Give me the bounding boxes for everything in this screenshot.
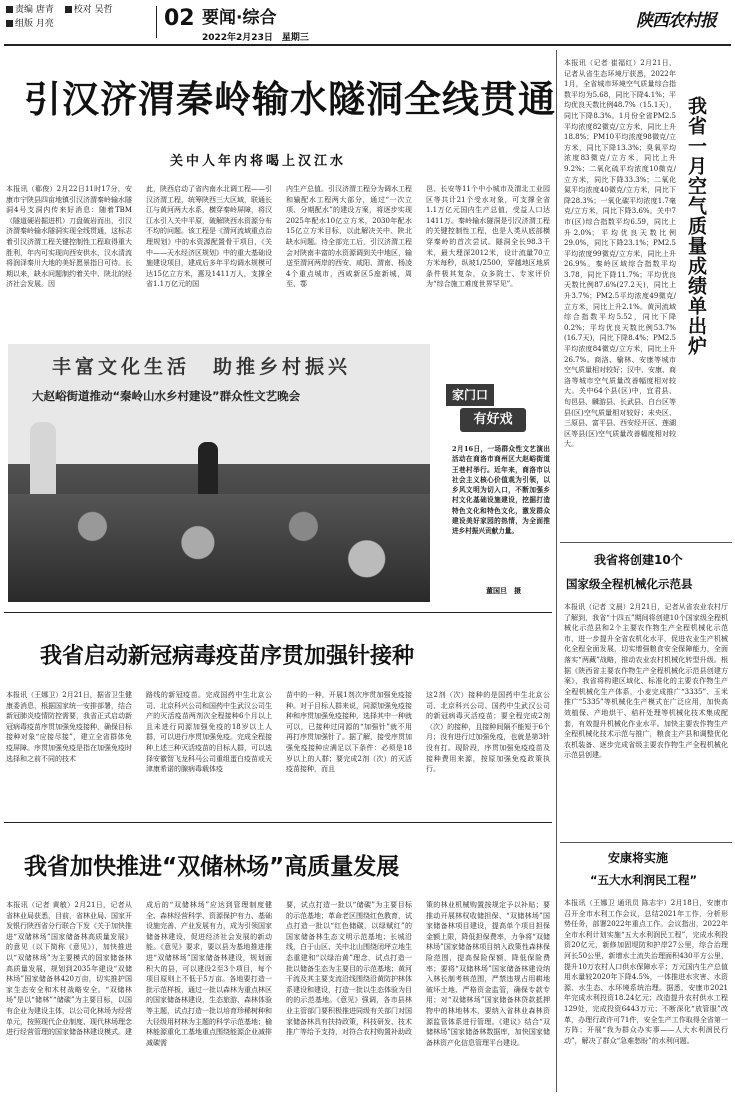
page-number: 02 [164, 6, 195, 31]
article-3-headline: 我省加快推进“双储林场”高质量发展 [24, 854, 400, 880]
photo-credit: 董国旦 摄 [486, 586, 521, 595]
sidebar-divider [556, 50, 557, 1092]
article-3-col-3: 要，试点打造一批以“储碳”为主要目标的示范基地；革命老区围绕红色教育，试点打造一批以“红色储碳，以绿赋红”的国家储备林生态文明示范基地；长城沿线，白于山区、关中北山围绕闭坪立地生态重建和“以绿治黄”理念，试点打造一批以储备生态为主要目的示范基地；黄河干流及其主要支流沿线围绕沿黄防护林体系建设和建设，打造一批以生态体验为目的的示范基地。《意见》强调，各市县林业主管部门要积极推进同级有关部门对国家储备林具有扶持政策，科技研发、技术推广等给予支持，对符合农村购置补助政 [286, 901, 412, 1037]
divider-1 [4, 612, 552, 613]
credit-proofreader: 校对 吴哲 [73, 5, 113, 15]
side-2-body: 本报讯（记者 文晨）2月21日，记者从省农业农村厅了解到，我省“十四五”期间将创建10个国家级全程机械化示范县和2个主要农作物生产全程机械化示范市，进一步提升全省农机化水平，促进农业生产机械化全程全面发展，切实增强粮食安全保障能力，全面落实“两藏”战略，推动农业农村机械化转型升级。根据《陕西省主要农作物生产全程机械化示范县创建方案》，我省将构建区域化、标准化的主要农作物生产全程机械化生产体系，小麦完成推广“3335”、玉米推广“5335”等机械化生产模式在广泛应用，加快高效植保、产地烘干、秸秆处理等机械化技术集成配套，有效提升机械化作业水平。加快主要农作物生产全程机械化技术示范与推广，粮食主产县和调整优化农机装备、逐步完成省级主要农作物生产全程机械化示范县创建。 [564, 603, 728, 760]
banner-line-2: 大赵峪街道推动“秦岭山水乡村建设”群众性文艺晚会 [32, 389, 301, 403]
audience-crowd [8, 494, 430, 602]
tag-bottom: 有好戏 [460, 408, 526, 432]
article-1-col-2: 此，陕西启动了省内南水北调工程——引汉济渭工程，统筹陕西三大区域，联通长江与黄河两大水系，横穿秦岭屏障，将汉江水引入关中平原，破解陕西水资源分布不均的问题。该工程是《渭河流域重点治理规划》中的水资源配置骨干项目，《关中——天水经济区规划》中的重大基础设施建设项目，建成后多年平均调水规模可达15亿立方米，惠及1411万人，支撑全省1.1万亿元的国 [146, 185, 272, 289]
article-2-col-1: 本报讯（王娜卫）2月21日，据省卫生健康委消息，根据国家统一安排部署，结合新冠肺炎疫情防控需要，我省正式启动新冠病毒疫苗序贯加强免疫接种，确保目标接种对象“应接尽接”，建立全省群体免疫屏障。序贯加强免疫是指在加强免疫时选择和之前不同的技术 [6, 691, 132, 763]
article-1-col-3: 内生产总值。引汉济渭工程分为调水工程和输配水工程两大部分，通过“一次立项、分期配水”的建设方案，将逐步实现2025年配水10亿立方米，2030年配水15亿立方米目标，以此解决关中、陕北缺水问题。待全部完工后，引汉济渭工程会对陕南丰富的水资源调到关中地区，输送至渭河两岸的西安、咸阳、渭南、杨凌4个重点城市，西咸新区5座新城，周至、鄠 [286, 185, 412, 289]
credit-row-2 [6, 18, 156, 30]
article-2-headline: 我省启动新冠病毒疫苗序贯加强针接种 [40, 644, 415, 669]
article-1-col-4: 邑、长安等11个中小城市及渭北工业园区等共计21个受水对象，可支撑全省1.1万亿元国内生产总值，受益人口达1411万。秦岭输水隧洞是引汉济渭工程的关键控制性工程，也是人类从底部横穿秦岭的首次尝试。隧洞全长98.3千米，最大埋深2012米，设计流量70立方米每秒，纵坡1/2500，穿越地区地质条件极其复杂，众多院士、专家评价为“综合施工难度世界罕见”。 [426, 185, 550, 289]
masthead-logo: 陕西农村报 [636, 11, 716, 31]
section-title: 要闻·综合 [202, 8, 277, 28]
article-3-col-1: 本报讯（记者 黄敏）2月21日，记者从省林业局获悉，目前，省林业局、国家开发银行陕西省分行联合下发《关于加快推进“双储林场”国家储备林高质量发展》的意见（以下简称《意见》），加快推进以“双储林场”为主要模式的国家储备林高质量发展，规划到2035年建设“双储林场”国家储备林420万亩，切实推护国家生态安全和木材战略安全。“双储林场”是以“储林”“储碳”为主要目标，以国有企业为建设主体，以公司化林场为经营单元，按照现代企业制度、现代林场理念进行经营管理的国家储备林建设模式。建 [6, 901, 132, 1037]
performance-photo [8, 344, 430, 602]
tag-top: 家门口 [446, 384, 494, 406]
side-2-headline-line-1: 我省将创建10个 [594, 553, 683, 567]
bullet-square-icon [6, 20, 13, 27]
credit-editor: 责编 唐青 [15, 5, 54, 15]
article-2-col-2: 路线的新冠疫苗。完成国药中生北京公司、北京科兴公司和国药中生武汉公司生产的灭活疫苗两剂次全程接种6个月以上且未进行同源加强免疫的18岁以上人群，可以进行序贯加强免疫。完成全程接种上述三种灭活疫苗的目标人群，可以选择安徽智飞龙科马公司重组蛋白疫苗或天津康希诺的腺病毒载体疫 [146, 691, 272, 774]
article-2-col-4: 这2剂（次）接种的是国药中生北京公司、北京科兴公司、国药中生武汉公司的新冠病毒灭活疫苗；要全程完成2剂（次）的接种，且接种间隔不能短于6个月；没有进行过加强免疫，也就是第3针没有打。现阶段，序贯加强免疫疫苗及接种费用来源，按原加强免疫政策执行。 [426, 691, 550, 774]
side-3-headline-line-1: 安康将实施 [608, 851, 669, 865]
editor-credits [6, 4, 156, 30]
bullet-square-icon [65, 6, 72, 13]
credit-row-1 [6, 4, 156, 16]
header-divider-left [156, 6, 157, 38]
article-3-col-2: 成后的“双储林场”应达到管理制度健全、森林经营科学、资源保护有力、基础设施完善、产业发展有力，成为引领国家储备林建设，促进经济社会发展的新动能。《意见》要求，要以县为基地推进推进“双储林场”国家储备林建设，规划面积大的县，可以建设2至3个项目，每个项目原则上不低于5万亩。各地要打造一批示范样板，通过一批以森林为重点林区的国家储备林建设，生态旅游、森林体验等主题，试点打造一批以培育珍稀树种和大径级用材林为主题的科学示范基地；榆林能源重化工基地重点围绕能源企业减排减碳需 [146, 901, 272, 1047]
divider-2 [4, 822, 552, 823]
header-rule [4, 44, 731, 46]
side-divider-1 [560, 542, 732, 543]
banner-line-1: 丰富文化生活 助推乡村振兴 [52, 356, 352, 378]
side-divider-2 [560, 842, 732, 843]
bullet-square-icon [6, 6, 13, 13]
issue-date: 2022年2月23日 星期三 [202, 33, 309, 43]
article-1-col-1: 本报讯（郗俊）2月22日11时17分，安康市宁陕县四亩地镇引汉济渭秦岭输水隧洞4号支洞内传来好消息：随着TBM（隧道硬岩掘进机）刀盘破岩而出，引汉济渭秦岭输水隧洞实现全线贯通，这标志着引汉济渭工程关键控制性工程取得重大胜利，年内可实现向西安供水，汉水清流将润泽秦川大地的美好愿景指日可待。长期以来，缺水问题制约着关中、陕北的经济社会发展。因 [6, 185, 132, 289]
article-3-col-4: 策的林业机械购置按规定予以补贴；要推动开展林权收储担保、“双储林场”国家储备林项目建设，提高单个项目担保金额上限，降低担保费率，力争将“双储林场”国家储备林项目纳入政策性森林保险范围，提高保险保额，降低保险费率；要将“双储林场”国家储备林建设纳入林长制考核范围，严禁违规占用耕地破坏土地、严格资金监管，确保专款专用；对“双储林场”国家储备林贷款抵押物中的林地林木，要纳入省林业森林资源监管体系进行管理。《建议》结合“双储林场”国家储备林数据库，加快国家储备林资产化信息管理平台建设。 [426, 901, 550, 1047]
article-2-col-3: 苗中的一种，开展1剂次序贯加强免疫接种。对于目标人群来说，同源加强免疫接种和序贯加强免疫接种，选择其中一种就可以，已接种过同源的“加强针”就不用再打序贯加强针了。据了解，接受序贯加强免疫接种应满足以下条件：必须是18岁以上的人群；要完成2剂（次）的灭活疫苗接种，而且 [286, 691, 412, 774]
side-2-headline-line-2: 国家级全程机械化示范县 [566, 577, 693, 591]
photo-caption: 2月16日，一场群众性文艺演出活动在商洛市商州区大赵峪街道王巷村举行。近年来，商洛市以社会主义核心价值观为引领，以乡风文明为切入口，不断加强乡村文化基础设施建设，挖掘打造特色文化和特色文化，激发群众建设美好家园的热情，为全面推进乡村振兴贡献力量。 [452, 445, 550, 536]
side-3-body: 本报讯（王娜卫 通讯员 陈志宇）2月18日，安康市召开全市水利工作会议，总结2021年工作，分析形势任务，部署2022年重点工作。会议指出，2022年全市水利计划实施“五大水利润民工程”，完成水利投资20亿元，新修加固堤防和护岸27公里，综合治理河长50公里，新增水土流失治理面积430平方公里，提升10万农村人口供水保障水平；万元国内生产总值用水量较2020年下降4.5%，一体推进水灾害、水资源、水生态、水环境系统治理。据悉，安康市2021年完成水利投资18.24亿元；改造提升农村供水工程129处，完成投资6443万元；不断深化“放管服”改革，办理行政许可71件，安全生产工作取得全省第一方阵；开展“我为群众办实事——人大水利润民行动”，解决了群众“急难愁盼”的水利问题。 [564, 899, 728, 1045]
side-1-vertical-headline: 我省一月空气质量成绩单出炉 [685, 96, 707, 356]
credit-layout: 组版 月亮 [15, 19, 54, 29]
side-1-body: 本报讯（记者 崔福红）2月21日，记者从省生态环境厅获悉，2022年1月，全省城市环境空气质量综合指数平均为5.68，同比下降4.1%；平均优良天数比例48.7%（15.1天），同比下降8.3%。1月份全省PM2.5平均浓度82微克/立方米，同比上升18.8%；PM10平均浓度98微克/立方米，同比下降13.3%；臭氧平均浓度83微克/立方米，同比上升9.2%；二氧化硫平均浓度10微克/立方米，同比下降33.3%；二氧化氮平均浓度40微克/立方米，同比下降28.3%；一氧化碳平均浓度1.7毫克/立方米，同比下降3.6%。关中7市(区)综合指数平均6.59，同比上升2.0%；平均优良天数比例29.0%，同比下降23.1%；PM2.5平均浓度99微克/立方米，同比上升26.9%。秦岭区域综合指数平均3.78，同比下降11.7%；平均优良天数比例87.6%(27.2天)，同比上升3.7%；PM2.5平均浓度49微克/立方米，同比上升2.1%。黄河流域综合指数平均5.52，同比下降0.2%；平均优良天数比例53.7%(16.7天)，同比下降8.4%；PM2.5平均浓度84微克/立方米，同比上升26.7%。商洛、榆林、安康等城市空气质量相对较好；汉中、安康、商洛等城市空气质量改善幅度相对较大。关中64个县(区)中，宜君县、旬邑县、麟游县、长武县、白台区等县(区)空气质量相对较好；未央区、三原县、富平县、西安经开区、莲湖区等县(区)空气质量改善幅度相对较大。 [564, 59, 676, 449]
article-1-subheadline: 关中人年内将喝上汉江水 [170, 154, 347, 169]
article-1-headline: 引汉济渭秦岭输水隧洞全线贯通 [24, 78, 556, 121]
performer-center [198, 442, 218, 502]
side-3-headline-line-2: “五大水利润民工程” [590, 873, 698, 887]
